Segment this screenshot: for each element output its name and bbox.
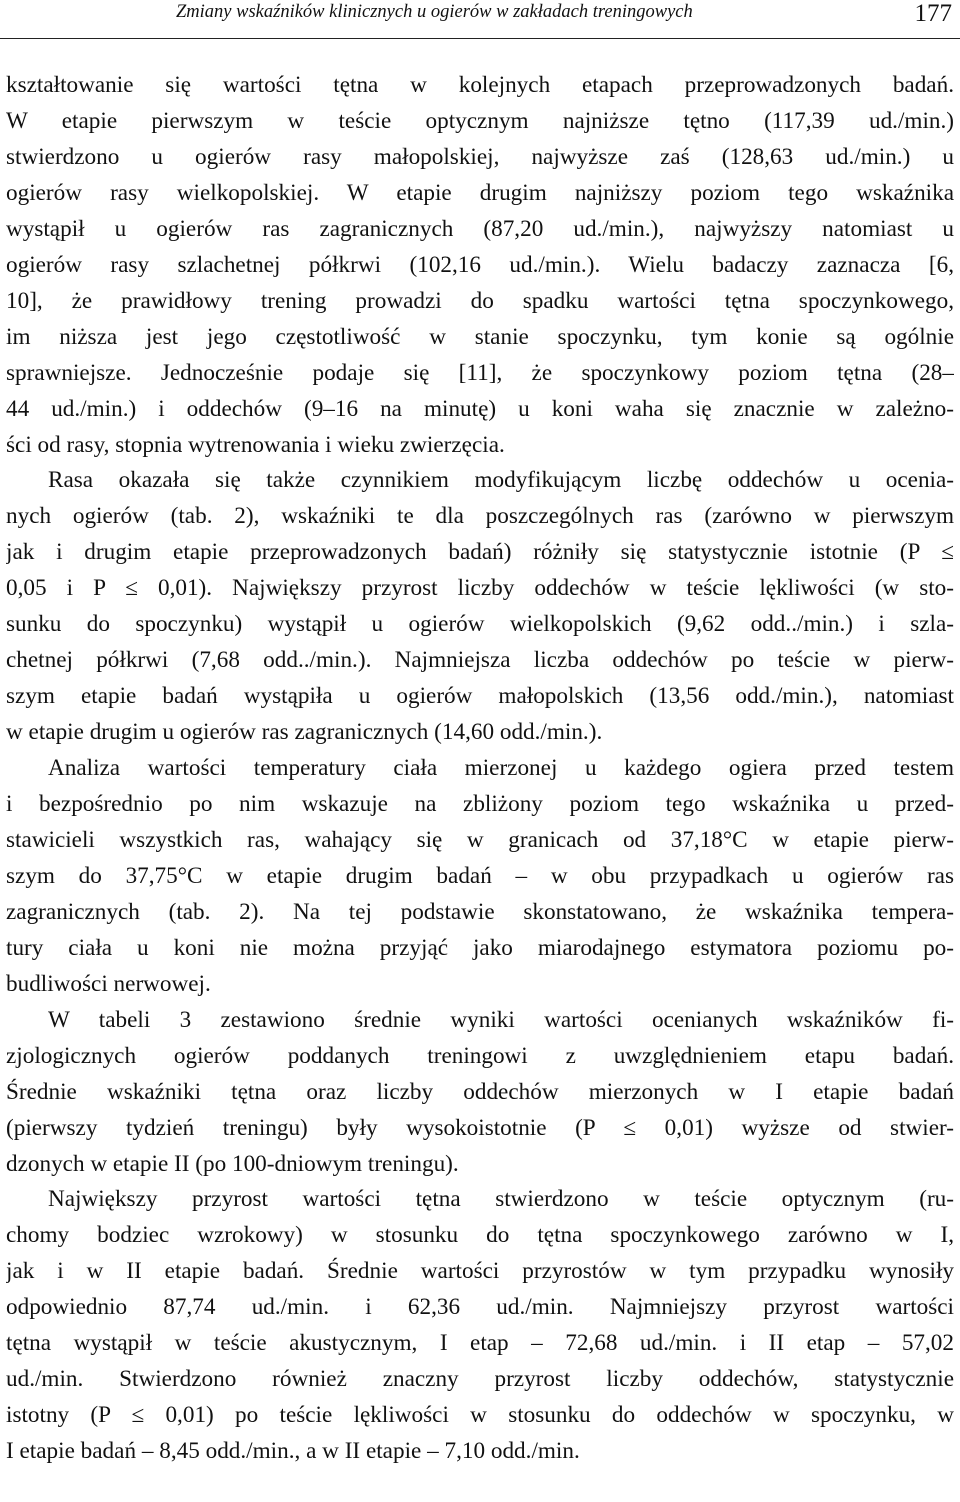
text-line: stwierdzono u ogierów rasy małopolskiej, najwyższe zaś (128,63 ud./min.) u [6, 143, 954, 170]
text-line: zagranicznych (tab. 2). Na tej podstawie skonstatowano, że wskaźnika tempera- [6, 898, 954, 925]
text-line: Rasa okazała się także czynnikiem modyfikującym liczbę oddechów u ocenia- [48, 467, 954, 494]
text-line: W tabeli 3 zestawiono średnie wyniki wartości ocenianych wskaźników fi- [48, 1006, 954, 1033]
text-line: szym do 37,75°C w etapie drugim badań – w obu przypadkach u ogierów ras [6, 862, 954, 889]
text-line: 44 ud./min.) i oddechów (9–16 na minutę) u koni waha się znacznie w zależno- [6, 395, 954, 422]
text-line: W etapie pierwszym w teście optycznym najniższe tętno (117,39 ud./min.) [6, 107, 954, 134]
running-title: Zmiany wskaźników klinicznych u ogierów w zakładach treningowych [176, 2, 693, 22]
text-line: ogierów rasy wielkopolskiej. W etapie drugim najniższy poziom tego wskaźnika [6, 179, 954, 206]
text-line: jak i drugim etapie przeprowadzonych badań) różniły się statystycznie istotnie (P ≤ [6, 539, 954, 566]
text-line: chomy bodziec wzrokowy) w stosunku do tętna spoczynkowego zarówno w I, [6, 1222, 954, 1249]
text-line: im niższa jest jego częstotliwość w stanie spoczynku, tym konie są ogólnie [6, 323, 954, 350]
text-line: 10], że prawidłowy trening prowadzi do spadku wartości tętna spoczynkowego, [6, 287, 954, 314]
text-line: 0,05 i P ≤ 0,01). Największy przyrost liczby oddechów w teście lękliwości (w sto- [6, 575, 954, 602]
page-number: 177 [914, 0, 952, 27]
page-header [0, 0, 960, 40]
text-line: sprawniejsze. Jednocześnie podaje się [11], że spoczynkowy poziom tętna (28– [6, 359, 954, 386]
text-line: budliwości nerwowej. [6, 970, 211, 997]
text-line: ud./min. Stwierdzono również znaczny przyrost liczby oddechów, statystycznie [6, 1366, 954, 1393]
text-line: I etapie badań – 8,45 odd./min., a w II etapie – 7,10 odd./min. [6, 1438, 580, 1465]
text-line: w etapie drugim u ogierów ras zagranicznych (14,60 odd./min.). [6, 719, 603, 746]
text-line: odpowiednio 87,74 ud./min. i 62,36 ud./min. Najmniejszy przyrost wartości [6, 1294, 954, 1321]
text-line: jak i w II etapie badań. Średnie wartości przyrostów w tym przypadku wynosiły [6, 1258, 954, 1285]
text-line: dzonych w etapie II (po 100-dniowym treningu). [6, 1150, 459, 1177]
text-line: Analiza wartości temperatury ciała mierzonej u każdego ogiera przed testem [48, 755, 954, 782]
text-line: i bezpośrednio po nim wskazuje na zbliżony poziom tego wskaźnika u przed- [6, 791, 954, 817]
text-line: Największy przyrost wartości tętna stwierdzono w teście optycznym (ru- [48, 1186, 954, 1213]
text-line: wystąpił u ogierów ras zagranicznych (87,20 ud./min.), najwyższy natomiast u [6, 215, 954, 242]
text-line: tętna wystąpił w teście akustycznym, I etap – 72,68 ud./min. i II etap – 57,02 [6, 1330, 954, 1357]
text-line: Średnie wskaźniki tętna oraz liczby oddechów mierzonych w I etapie badań [6, 1078, 954, 1105]
text-line: kształtowanie się wartości tętna w kolejnych etapach przeprowadzonych badań. [6, 72, 954, 98]
text-line: istotny (P ≤ 0,01) po teście lękliwości w stosunku do oddechów w spoczynku, w [6, 1402, 954, 1429]
text-line: chetnej półkrwi (7,68 odd../min.). Najmniejsza liczba oddechów po teście w pierw- [6, 647, 954, 674]
header-rule [0, 38, 960, 39]
text-line: (pierwszy tydzień treningu) były wysokoistotnie (P ≤ 0,01) wyższe od stwier- [6, 1114, 954, 1141]
text-line: tury ciała u koni nie można przyjąć jako miarodajnego estymatora poziomu po- [6, 934, 954, 961]
text-line: ogierów rasy szlachetnej półkrwi (102,16 ud./min.). Wielu badaczy zaznacza [6, [6, 251, 954, 278]
text-line: stawicieli wszystkich ras, wahający się w granicach od 37,18°C w etapie pierw- [6, 826, 954, 853]
text-line: nych ogierów (tab. 2), wskaźniki te dla poszczególnych ras (zarówno w pierwszym [6, 503, 954, 530]
text-line: szym etapie badań wystąpiła u ogierów małopolskich (13,56 odd./min.), natomiast [6, 683, 954, 710]
text-line: ści od rasy, stopnia wytrenowania i wieku zwierzęcia. [6, 431, 505, 458]
text-line: sunku do spoczynku) wystąpił u ogierów wielkopolskich (9,62 odd../min.) i szla- [6, 611, 954, 638]
text-line: zjologicznych ogierów poddanych treningowi z uwzględnieniem etapu badań. [6, 1042, 954, 1069]
